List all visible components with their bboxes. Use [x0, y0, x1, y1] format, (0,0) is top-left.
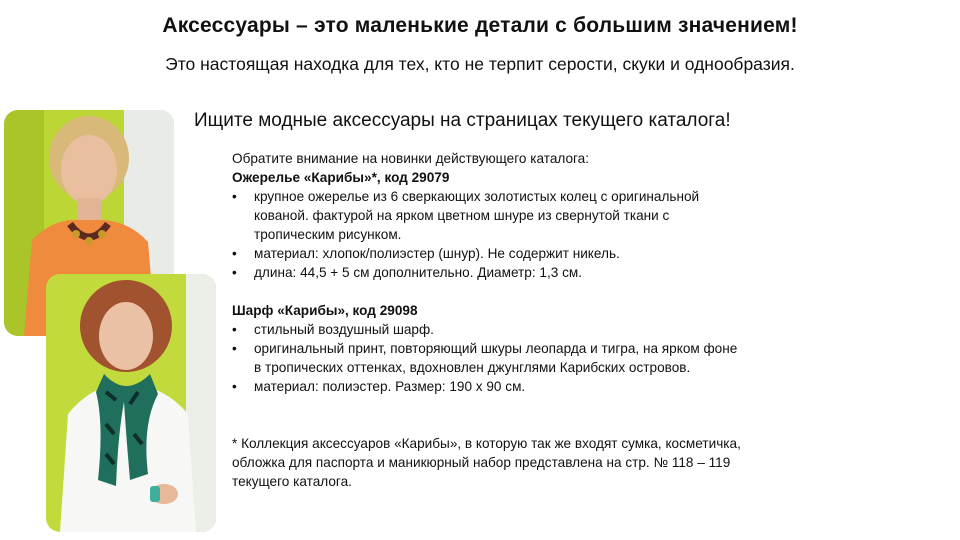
page-title: Аксессуары – это маленькие детали с большим значением!: [162, 14, 798, 37]
footnote-line: обложка для паспорта и маникюрный набор представлена на стр. № 118 – 119: [232, 455, 731, 470]
page-subtitle: Это настоящая находка для тех, кто не терпит серости, скуки и однообразия.: [165, 54, 795, 74]
call-to-action: Ищите модные аксессуары на страницах текущего каталога!: [194, 110, 731, 131]
bullet-line: тропическим рисунком.: [254, 227, 402, 242]
necklace-bullet-material: • материал: хлопок/полиэстер (шнур). Не содержит никель.: [232, 244, 872, 263]
bullet-line: • оригинальный принт, повторяющий шкуры леопарда и тигра, на ярком фоне: [254, 341, 738, 356]
product-heading-necklace: Ожерелье «Карибы»*, код 29079: [232, 170, 450, 185]
bullet-line: в тропических оттенках, вдохновлен джунглями Карибских островов.: [254, 360, 691, 375]
scarf-bullet-material: • материал: полиэстер. Размер: 190 х 90 см.: [232, 377, 872, 396]
photo-scarf-model: [46, 274, 216, 532]
catalog-description: [232, 149, 872, 491]
scarf-bullet-print: [232, 339, 872, 377]
footnote-line: текущего каталога.: [232, 474, 352, 489]
bullet-line: кованой. фактурой на ярком цветном шнуре из свернутой ткани с: [254, 208, 670, 223]
bullet-line: • крупное ожерелье из 6 сверкающих золотистых колец с оригинальной: [254, 189, 700, 204]
necklace-bullet-length: • длина: 44,5 + 5 см дополнительно. Диаметр: 1,3 см.: [232, 263, 872, 282]
product-heading-scarf: Шарф «Карибы», код 29098: [232, 303, 418, 318]
intro-text: Обратите внимание на новинки действующего каталога:: [232, 151, 590, 166]
footnote-line: * Коллекция аксессуаров «Карибы», в которую так же входят сумка, косметичка,: [232, 436, 741, 451]
scarf-bullet-style: • стильный воздушный шарф.: [232, 320, 872, 339]
necklace-bullet-description: [232, 187, 872, 244]
